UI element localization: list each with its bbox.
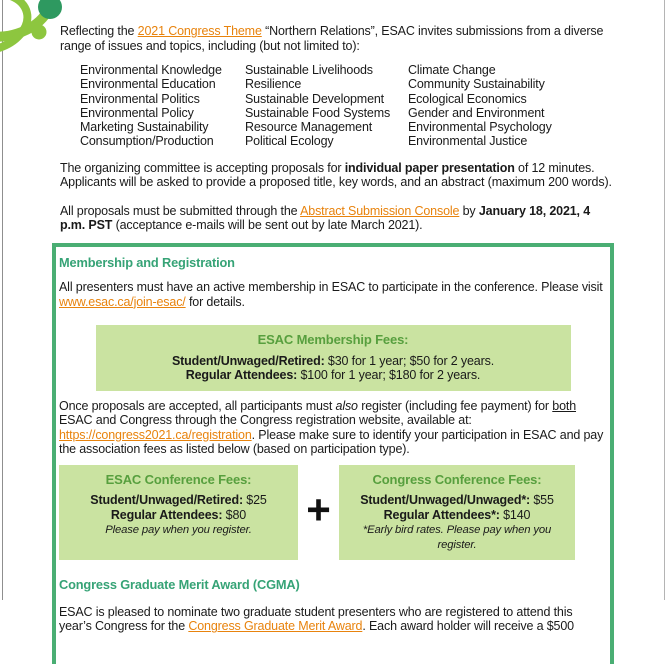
cgma-award-link[interactable]: Congress Graduate Merit Award xyxy=(188,619,363,634)
cgma-text-post: . Each award holder will receive a $500 xyxy=(362,619,574,634)
membership-intro-post: for details. xyxy=(185,294,245,309)
esac-fee-label: Regular Attendees: xyxy=(110,507,223,522)
topic-item: Sustainable Food Systems xyxy=(245,105,391,120)
membership-registration-section xyxy=(52,243,614,664)
congress-fee-value: $55 xyxy=(530,493,554,508)
membership-intro-paragraph xyxy=(59,280,607,309)
topic-item: Environmental Education xyxy=(80,77,216,92)
topic-item: Climate Change xyxy=(408,63,496,77)
proposals-paragraph xyxy=(60,161,612,190)
topic-item: Environmental Policy xyxy=(80,105,194,120)
proposals-bold-text: individual paper presentation xyxy=(344,160,515,175)
membership-fee-label: Student/Unwaged/Retired: xyxy=(171,353,325,368)
esac-membership-fees-box xyxy=(96,325,571,391)
submission-deadline-bold: January 18, 2021, 4 p.m. PST xyxy=(60,203,590,233)
membership-fee-label: Regular Attendees: xyxy=(185,368,298,383)
cgma-text-pre: ESAC is pleased to nominate two graduate student presenters who are registered to attend this year’s Congress for the xyxy=(59,604,573,634)
topic-item: Ecological Economics xyxy=(408,91,527,106)
topics-list xyxy=(80,63,612,149)
esac-fee-value: $25 xyxy=(242,493,267,508)
congress-fees-note: *Early bird rates. Please pay when you register. xyxy=(362,524,552,551)
intro-text-post: “Northern Relations”, ESAC invites submissions from a diverse range of issues and topics, including (but not limited to): xyxy=(60,24,604,53)
cgma-paragraph xyxy=(59,605,607,634)
submission-text-pre: All proposals must be submitted through the xyxy=(60,203,301,218)
topics-column-3 xyxy=(408,63,552,149)
esac-fee-line xyxy=(65,508,292,523)
congress-fee-line xyxy=(345,493,569,508)
esac-fees-note: Please pay when you register. xyxy=(105,524,252,537)
congress-fee-line xyxy=(345,508,569,523)
topics-column-1 xyxy=(80,63,245,149)
topic-item: Resource Management xyxy=(245,120,373,135)
topic-item: Environmental Politics xyxy=(80,91,200,106)
registration-text-3: ESAC and Congress through the Congress registration website, available at: xyxy=(59,413,472,428)
cgma-section-title: Congress Graduate Merit Award (CGMA) xyxy=(59,577,300,593)
esac-fee-value: $80 xyxy=(222,507,247,522)
congress-fee-label: Student/Unwaged/Unwaged*: xyxy=(360,493,531,508)
submission-text-mid: by xyxy=(459,203,479,218)
topic-item: Marketing Sustainability xyxy=(80,120,209,135)
abstract-submission-console-link[interactable]: Abstract Submission Console xyxy=(300,203,460,218)
registration-text-1: Once proposals are accepted, all participants must xyxy=(59,398,336,413)
topic-item: Community Sustainability xyxy=(408,77,545,92)
submission-text-post: (acceptance e-mails will be sent out by late March 2021). xyxy=(112,218,423,233)
esac-conference-fees-box xyxy=(59,465,298,561)
proposals-text-post: of 12 minutes. Applicants will be asked to provide a proposed title, key words, and an abstract (maximum 200 words). xyxy=(60,160,612,190)
congress-fee-value: $140 xyxy=(499,507,531,522)
congress-fee-label: Regular Attendees*: xyxy=(383,507,500,522)
topic-item: Environmental Knowledge xyxy=(80,63,222,77)
topics-column-2 xyxy=(245,63,408,149)
registration-italic-also: also xyxy=(335,398,358,413)
plus-icon: + xyxy=(306,485,331,533)
esac-fee-line xyxy=(65,493,292,508)
membership-fee-line xyxy=(102,354,565,369)
plus-separator xyxy=(298,465,339,561)
topic-item: Environmental Psychology xyxy=(408,120,552,135)
topic-item: Sustainable Development xyxy=(245,91,385,106)
esac-fee-label: Student/Unwaged/Retired: xyxy=(90,493,243,508)
congress-fees-title: Congress Conference Fees: xyxy=(372,471,542,487)
congress-theme-link[interactable]: 2021 Congress Theme xyxy=(137,24,262,38)
topic-item: Gender and Environment xyxy=(408,105,545,120)
membership-fee-value: $100 for 1 year; $180 for 2 years. xyxy=(297,368,481,383)
congress-conference-fees-box xyxy=(339,465,575,561)
esac-fees-title: ESAC Conference Fees: xyxy=(105,471,252,487)
registration-text-4: . Please make sure to identify your participation in ESAC and pay the association fees as listed below (based on participation type). xyxy=(59,427,604,457)
registration-text-2: register (including fee payment) for xyxy=(357,398,553,413)
membership-fee-line xyxy=(102,368,565,383)
join-esac-link[interactable]: www.esac.ca/join-esac/ xyxy=(59,294,186,309)
registration-underline-both: both xyxy=(552,398,577,413)
registration-paragraph xyxy=(59,399,607,457)
intro-text-pre: Reflecting the xyxy=(60,24,138,38)
proposals-text-pre: The organizing committee is accepting proposals for xyxy=(60,160,345,175)
membership-fee-value: $30 for 1 year; $50 for 2 years. xyxy=(324,353,495,368)
topic-item: Sustainable Livelihoods xyxy=(245,63,373,77)
membership-section-title: Membership and Registration xyxy=(59,254,235,270)
intro-paragraph xyxy=(60,24,612,53)
topic-item: Environmental Justice xyxy=(408,134,528,149)
topic-item: Resilience xyxy=(245,77,302,92)
topic-item: Consumption/Production xyxy=(80,134,214,149)
membership-fees-title: ESAC Membership Fees: xyxy=(257,332,409,348)
membership-intro-pre: All presenters must have an active membership in ESAC to participate in the conference. Please visit xyxy=(59,280,603,295)
congress-registration-link[interactable]: https://congress2021.ca/registration xyxy=(59,427,252,442)
conference-fees-row xyxy=(59,465,607,561)
submission-paragraph xyxy=(60,204,612,233)
topic-item: Political Ecology xyxy=(245,134,334,149)
